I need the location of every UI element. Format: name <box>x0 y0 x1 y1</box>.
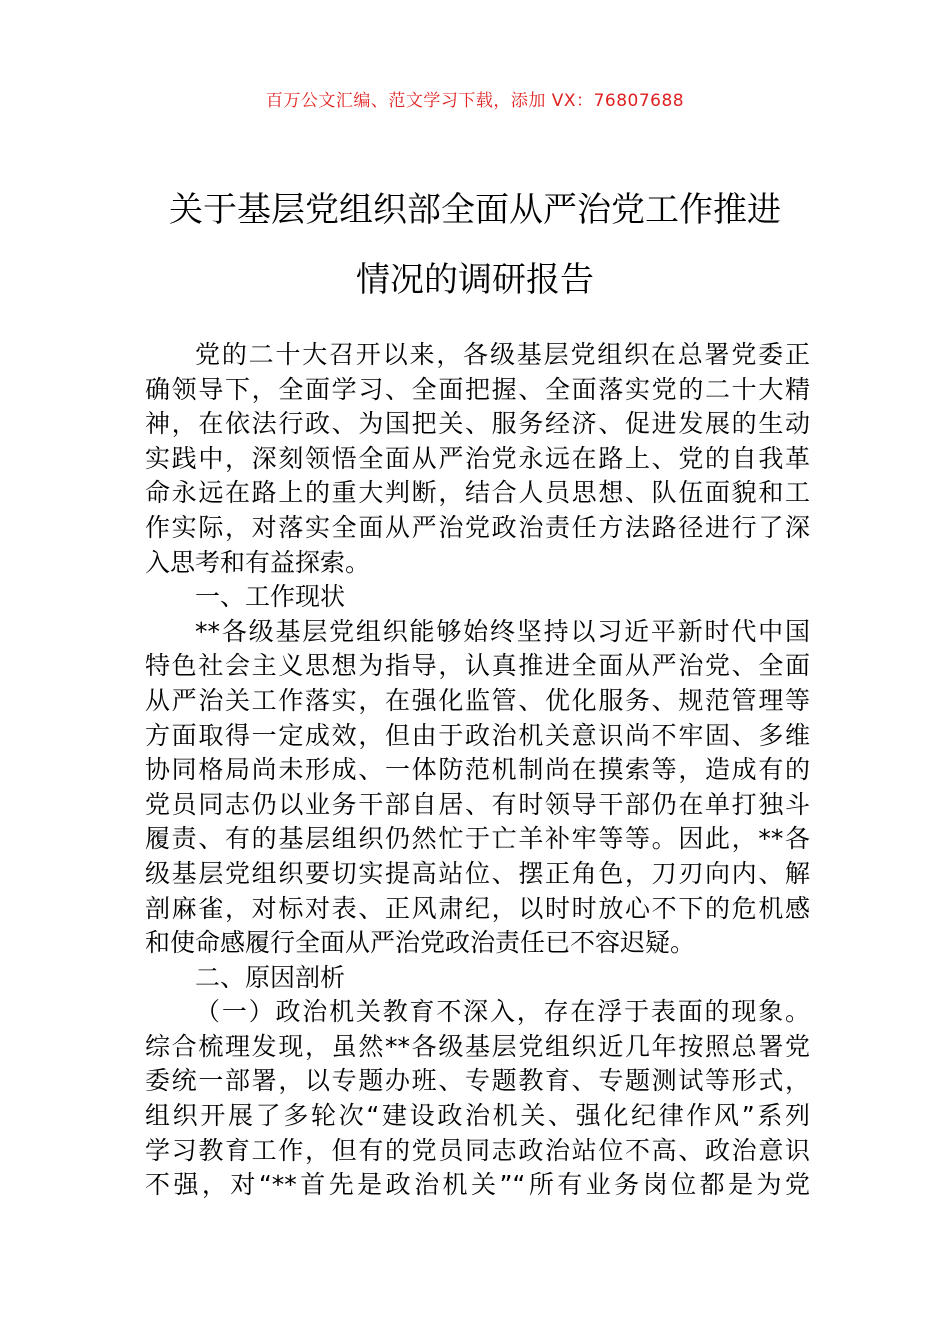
body-line: 履责、有的基层组织仍然忙于亡羊补牢等等。因此，**各 <box>145 824 810 854</box>
document-title-line-1: 关于基层党组织部全面从严治党工作推进 <box>169 190 781 230</box>
body-line: 不强，对“**首先是政治机关”“所有业务岗位都是为党 <box>145 1170 810 1200</box>
body-line: 特色社会主义思想为指导，认真推进全面从严治党、全面 <box>145 651 810 681</box>
body-line: 党员同志仍以业务干部自居、有时领导干部仍在单打独斗 <box>145 789 810 819</box>
body-line: 从严治关工作落实，在强化监管、优化服务、规范管理等 <box>145 685 810 715</box>
body-line: 组织开展了多轮次“建设政治机关、强化纪律作风”系列 <box>145 1101 810 1131</box>
body-line: 综合梳理发现，虽然**各级基层党组织近几年按照总署党 <box>145 1031 810 1061</box>
body-line: 委统一部署，以专题办班、专题教育、专题测试等形式， <box>145 1066 810 1096</box>
body-line: 剖麻雀，对标对表、正风肃纪，以时时放心不下的危机感 <box>145 893 810 923</box>
body-line: （一）政治机关教育不深入，存在浮于表面的现象。 <box>195 997 810 1027</box>
body-line: 一、工作现状 <box>195 582 346 612</box>
body-line: 级基层党组织要切实提高站位、摆正角色，刀刃向内、解 <box>145 858 810 888</box>
body-line: 入思考和有益探索。 <box>145 547 371 577</box>
body-line: 学习教育工作，但有的党员同志政治站位不高、政治意识 <box>145 1135 810 1165</box>
body-line: 和使命感履行全面从严治党政治责任已不容迟疑。 <box>145 928 696 958</box>
document-body <box>145 338 810 1203</box>
body-line: 确领导下，全面学习、全面把握、全面落实党的二十大精 <box>145 374 810 404</box>
body-line: 党的二十大召开以来，各级基层党组织在总署党委正 <box>195 340 810 369</box>
body-line: **各级基层党组织能够始终坚持以习近平新时代中国 <box>195 616 810 646</box>
body-line: 实践中，深刻领悟全面从严治党永远在路上、党的自我革 <box>145 443 810 473</box>
body-line: 二、原因剖析 <box>195 962 346 992</box>
body-line: 方面取得一定成效，但由于政治机关意识尚不牢固、多维 <box>145 720 810 750</box>
body-line: 作实际，对落实全面从严治党政治责任方法路径进行了深 <box>145 512 810 542</box>
document-title-line-2: 情况的调研报告 <box>356 260 594 300</box>
body-line: 神，在依法行政、为国把关、服务经济、促进发展的生动 <box>145 409 810 439</box>
body-line: 命永远在路上的重大判断，结合人员思想、队伍面貌和工 <box>145 478 810 508</box>
body-line: 协同格局尚未形成、一体防范机制尚在摸索等，造成有的 <box>145 755 810 785</box>
header-watermark-note: 百万公文汇编、范文学习下载，添加 VX：76807688 <box>265 91 685 111</box>
